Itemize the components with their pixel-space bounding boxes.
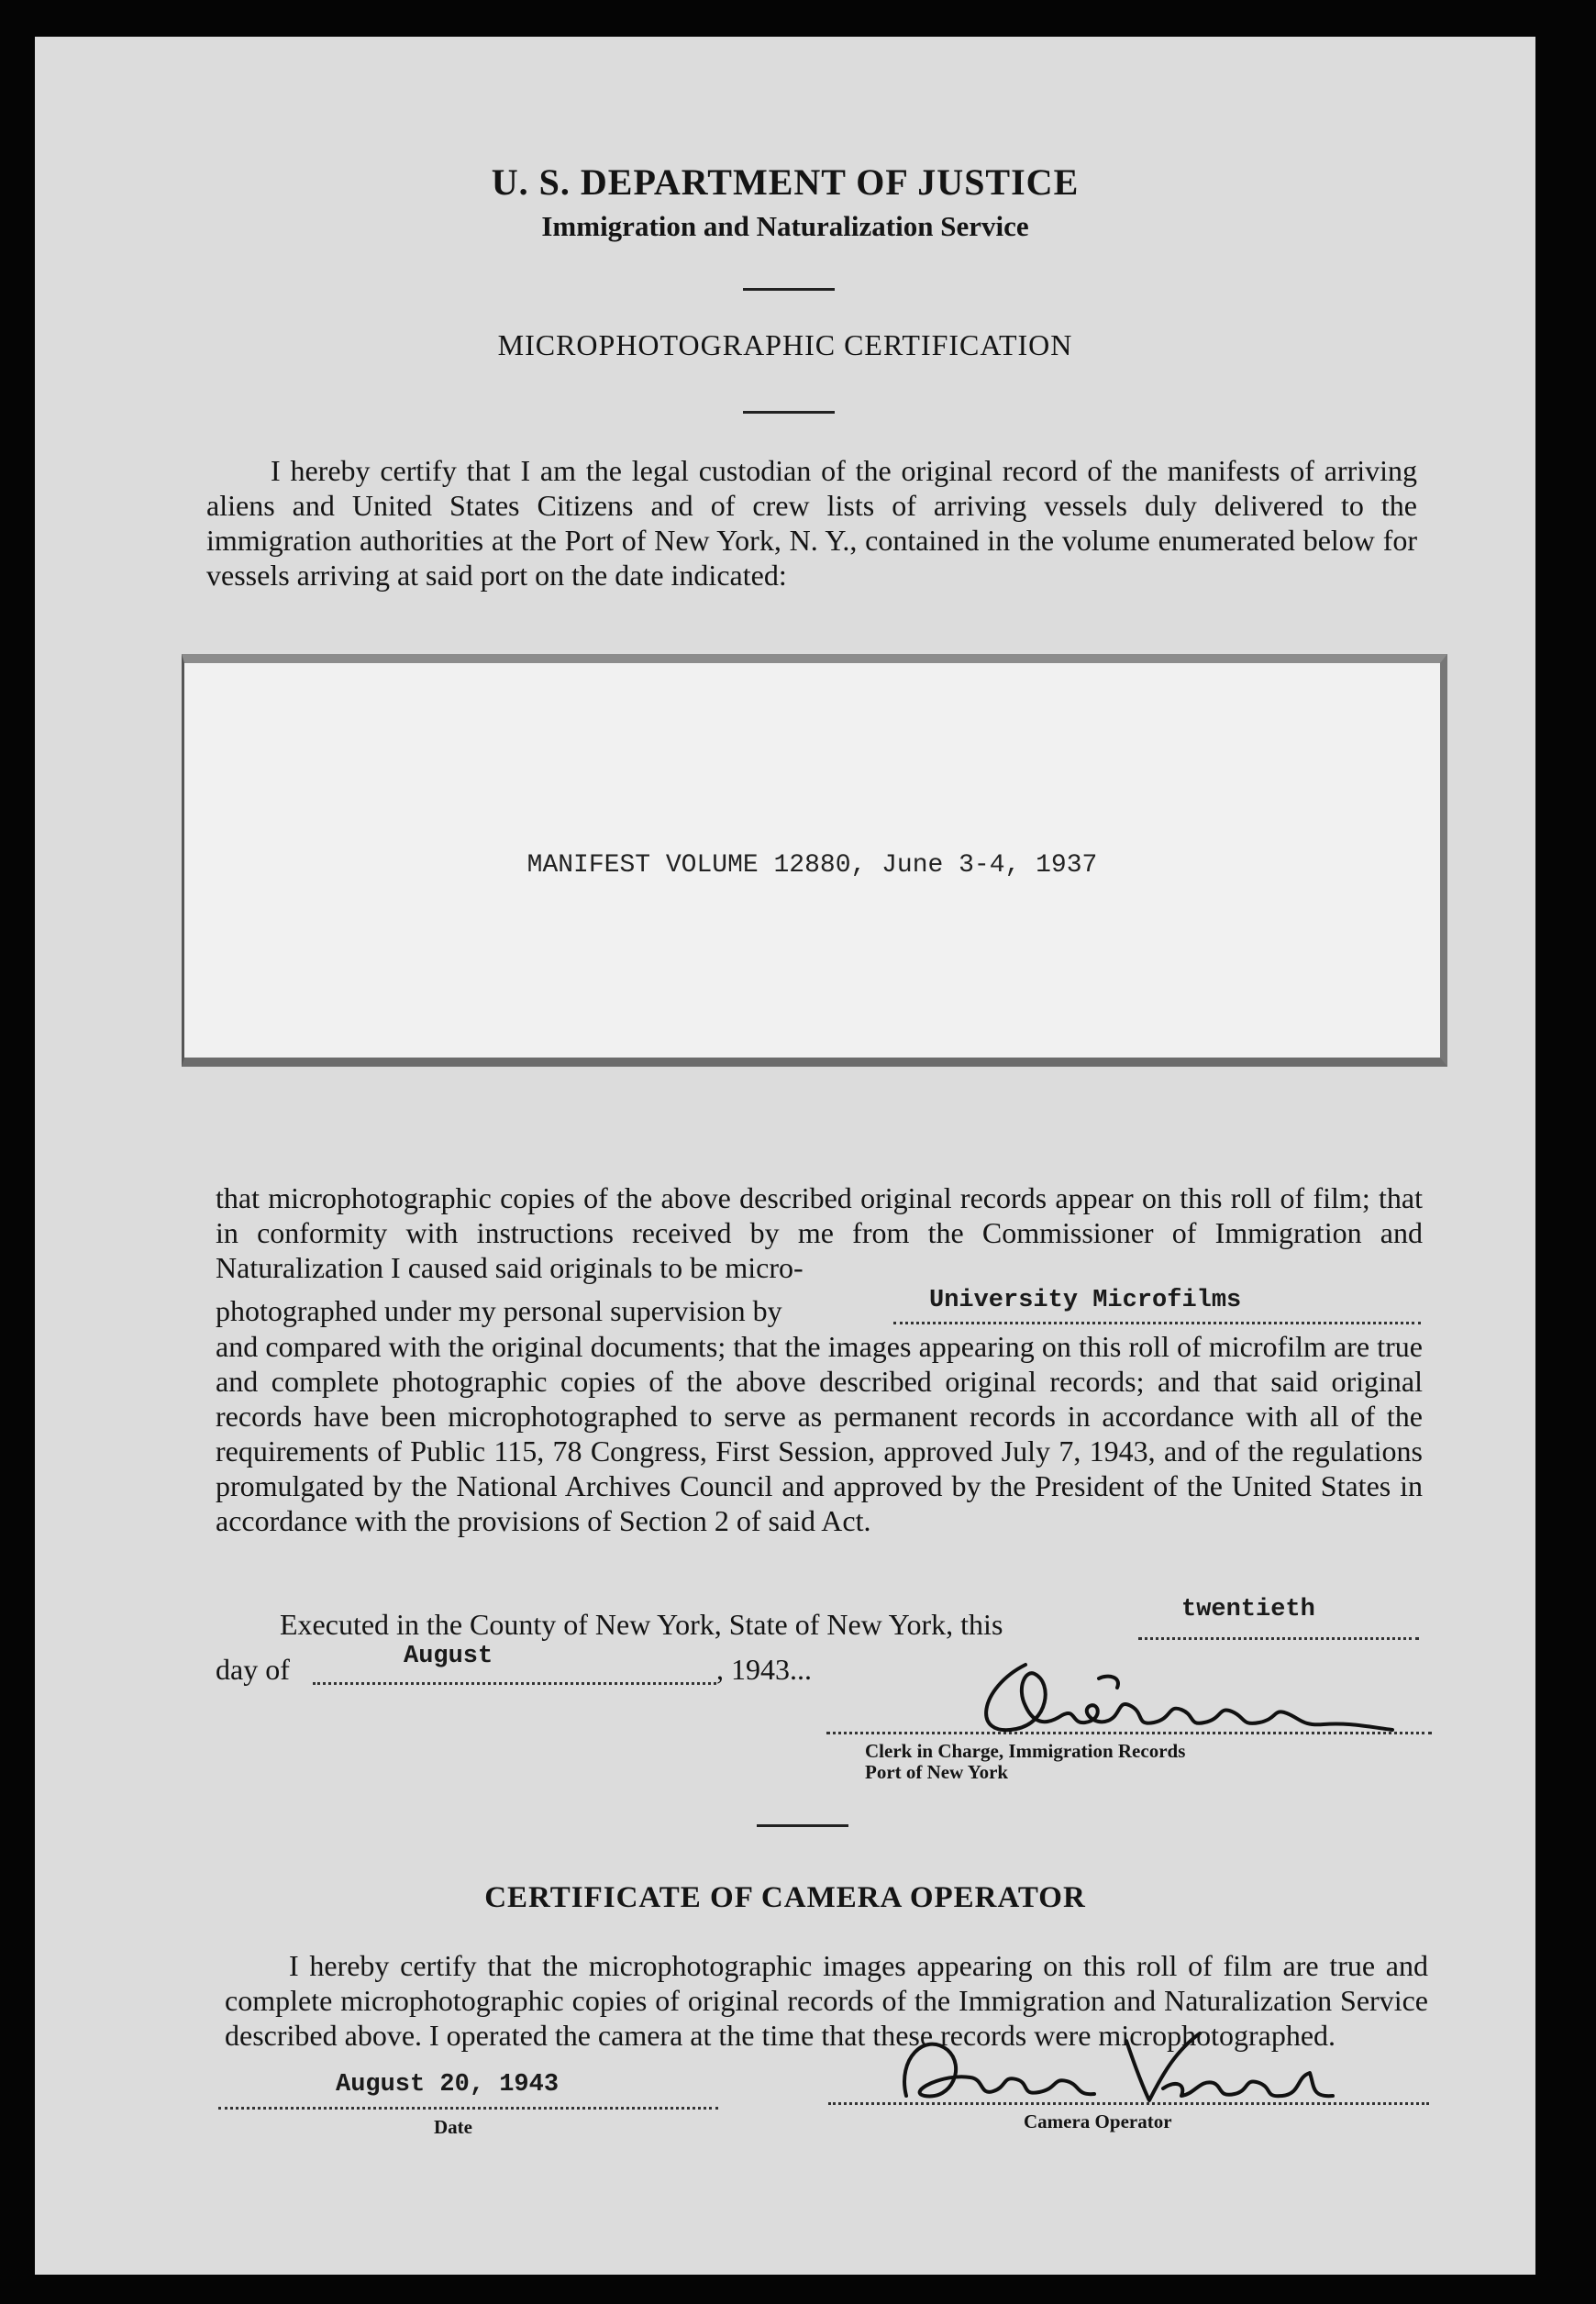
day-dotted-line (1138, 1637, 1419, 1640)
date-dotted-line (218, 2107, 718, 2110)
executed-month-value: August (404, 1643, 493, 1670)
operator-signature (870, 2022, 1347, 2114)
photographed-by-label: photographed under my personal supervision by (216, 1294, 782, 1327)
day-of-label: day of (216, 1653, 290, 1686)
date-label: Date (434, 2116, 472, 2138)
department-heading: U. S. DEPARTMENT OF JUSTICE (491, 161, 1080, 203)
camera-date-value: August 20, 1943 (336, 2071, 560, 2099)
intro-paragraph: I hereby certify that I am the legal custodian of the original record of the manifests of arriving aliens and United States Citizens and of crew lists of arriving vessels duly delivered to the immigration authorities at the Port of New York, N. Y., contained in the volume enumerated below for vessels arriving at said port on the date indicated: (206, 454, 1417, 592)
camera-certificate-text: I hereby certify that the microphotographic images appearing on this roll of film are true and complete microphotographic copies of original records of the Immigration and Naturalization Service described above. I operated the camera at the time that these records were microphotographed. (225, 1949, 1428, 2052)
body-paragraph-2: and compared with the original documents; that the images appearing on this roll of microfilm are true and complete photographic copies of the above described original records; and that said original records have been microphotographed to serve as permanent records in accordance with all of the requirements of Public 115, 78 Congress, First Session, approved July 7, 1943, and of the regulations promulgated by the National Archives Council and approved by the President of the United States in accordance with the provisions of Section 2 of said Act. (216, 1330, 1423, 1537)
year-label: , 1943... (716, 1653, 812, 1686)
photographed-by-dotted-line (893, 1322, 1421, 1324)
year-prefix: , 194 (716, 1653, 775, 1686)
certificate-sheet (35, 37, 1535, 2275)
month-dotted-line (313, 1682, 716, 1685)
photographed-by-value: University Microfilms (929, 1287, 1242, 1314)
year-digit: 3 (775, 1653, 790, 1686)
body-paragraph-1: that microphotographic copies of the above described original records appear on this roll of film; that in conformity with instructions received by me from the Commissioner of Immigration and Naturalization I caused said originals to be micro- (216, 1181, 1423, 1284)
service-subheading: Immigration and Naturalization Service (541, 210, 1029, 242)
camera-certificate-title: CERTIFICATE OF CAMERA OPERATOR (484, 1881, 1086, 1914)
divider (743, 288, 835, 291)
manifest-card (182, 654, 1447, 1067)
clerk-title (865, 1741, 1185, 1783)
clerk-signature (961, 1651, 1402, 1752)
clerk-title-line-1: Clerk in Charge, Immigration Records (865, 1740, 1186, 1762)
clerk-title-line-2: Port of New York (865, 1761, 1009, 1783)
divider (743, 411, 835, 414)
operator-label: Camera Operator (1024, 2110, 1172, 2132)
executed-label: Executed in the County of New York, State of New York, this (280, 1608, 1003, 1641)
certification-title: MICROPHOTOGRAPHIC CERTIFICATION (497, 328, 1073, 361)
executed-day-value: twentieth (1181, 1596, 1315, 1623)
divider (757, 1824, 848, 1827)
manifest-volume-text: MANIFEST VOLUME 12880, June 3-4, 1937 (526, 851, 1098, 880)
